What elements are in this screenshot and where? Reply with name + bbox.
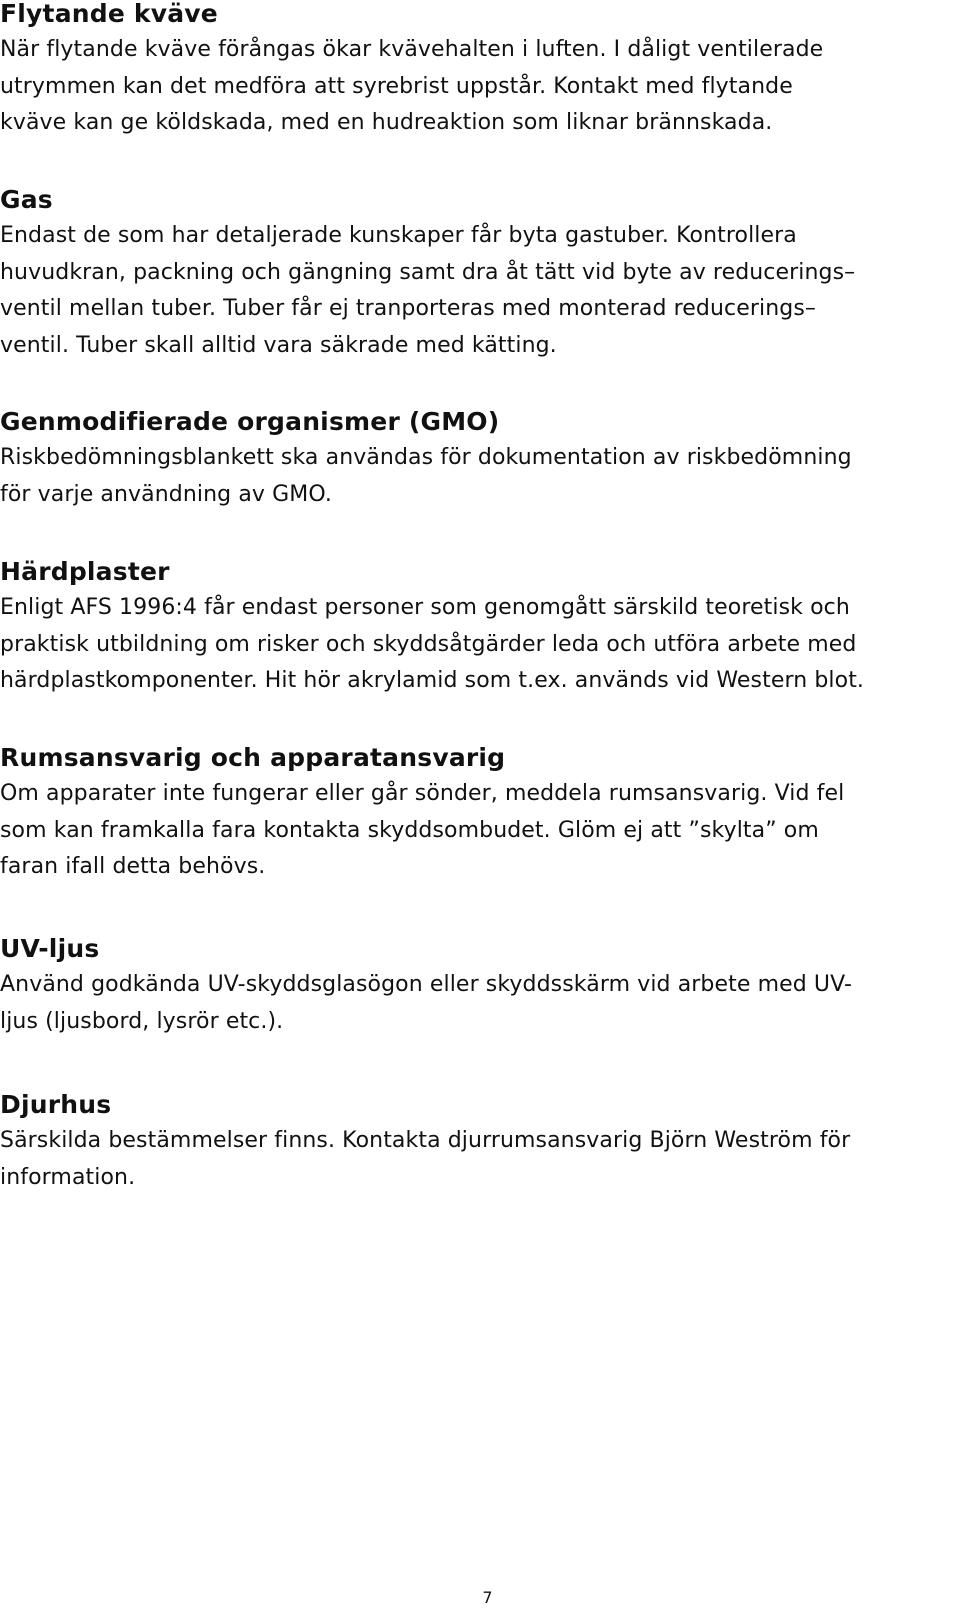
section-gmo xyxy=(0,404,950,513)
section-body xyxy=(0,776,950,886)
section-gas xyxy=(0,182,950,364)
body-line: ventil. Tuber skall alltid vara säkrade med kätting. xyxy=(0,332,557,358)
body-line: Särskilda bestämmelser finns. Kontakta djurrumsansvarig Björn Weström för xyxy=(0,1128,851,1153)
section-body xyxy=(0,218,950,364)
section-heading: Härdplaster xyxy=(0,557,170,586)
body-line: information. xyxy=(0,1164,136,1190)
body-line: Använd godkända UV-skyddsglasögon eller skyddsskärm vid arbete med UV- xyxy=(0,972,853,997)
section-heading: Flytande kväve xyxy=(0,0,218,28)
section-hardplaster xyxy=(0,554,950,700)
section-djurhus xyxy=(0,1087,950,1196)
section-heading: UV-ljus xyxy=(0,934,100,963)
body-line: för varje användning av GMO. xyxy=(0,481,332,507)
section-heading: Rumsansvarig och apparatansvarig xyxy=(0,743,506,772)
body-line: huvudkran, packning och gängning samt dra åt tätt vid byte av reducerings– xyxy=(0,259,856,285)
section-heading: Gas xyxy=(0,185,53,214)
section-body xyxy=(0,32,950,142)
body-line: Om apparater inte fungerar eller går sönder, meddela rumsansvarig. Vid fel xyxy=(0,781,845,806)
section-rumsansvarig xyxy=(0,740,950,886)
body-line: Enligt AFS 1996:4 får endast personer som genomgått särskild teoretisk och xyxy=(0,595,850,620)
section-heading: Djurhus xyxy=(0,1090,112,1119)
body-line: ventil mellan tuber. Tuber får ej tranporteras med monterad reducerings– xyxy=(0,296,816,321)
body-line: utrymmen kan det medföra att syrebrist uppstår. Kontakt med flytande xyxy=(0,73,793,99)
body-line: När flytande kväve förångas ökar kvävehalten i luften. I dåligt ventilerade xyxy=(0,37,824,62)
section-flytande-kvave xyxy=(0,0,950,142)
body-line: Endast de som har detaljerade kunskaper får byta gastuber. Kontrollera xyxy=(0,223,797,248)
body-line: praktisk utbildning om risker och skyddsåtgärder leda och utföra arbete med xyxy=(0,631,857,657)
section-body xyxy=(0,967,950,1040)
section-body xyxy=(0,1123,950,1196)
body-line: ljus (ljusbord, lysrör etc.). xyxy=(0,1008,284,1034)
page-number: 7 xyxy=(482,1588,493,1607)
body-line: faran ifall detta behövs. xyxy=(0,854,266,879)
section-body xyxy=(0,440,950,513)
section-uv-ljus xyxy=(0,931,950,1040)
body-line: kväve kan ge köldskada, med en hudreaktion som liknar brännskada. xyxy=(0,110,773,135)
body-line: Riskbedömningsblankett ska användas för dokumentation av riskbedömning xyxy=(0,445,852,470)
body-line: som kan framkalla fara kontakta skyddsombudet. Glöm ej att ”skylta” om xyxy=(0,817,819,843)
section-heading: Genmodifierade organismer (GMO) xyxy=(0,407,500,436)
body-line: härdplastkomponenter. Hit hör akrylamid som t.ex. används vid Western blot. xyxy=(0,668,865,693)
section-body xyxy=(0,590,950,700)
